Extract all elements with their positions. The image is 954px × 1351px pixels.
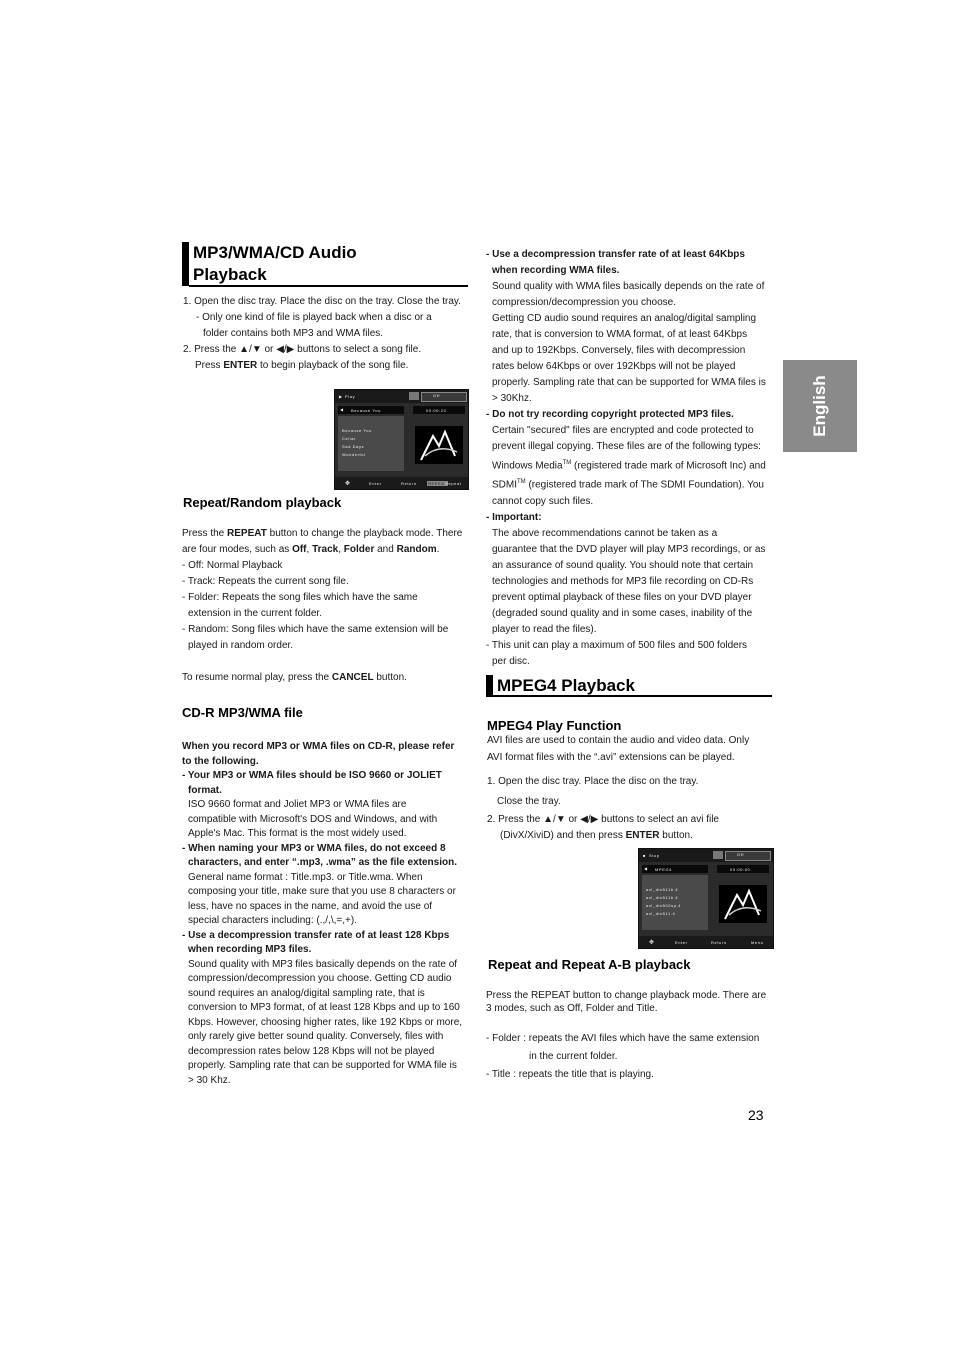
important-body: guarantee that the DVD player will play MP3 recordings, or as [492, 543, 766, 555]
repeat-ab-heading: Repeat and Repeat A-B playback [488, 957, 691, 972]
list-item[interactable]: avi_div502sp.4 [646, 903, 682, 908]
mode-item: - Off: Normal Playback [182, 560, 283, 571]
mp3-step2 [183, 342, 473, 358]
mode-box [421, 392, 467, 402]
mode-item: played in random order. [188, 640, 294, 651]
cdr-b1-title-a: - Your MP3 or WMA files should be ISO 9660 or JOLIET [182, 770, 442, 781]
repeat-mode-icon [409, 392, 419, 400]
cdr-heading: CD-R MP3/WMA file [182, 705, 303, 720]
intro2-pre: are four modes, such as [182, 544, 290, 555]
repeat-ab-intro-b: 3 modes, such as Off, Folder and Title. [486, 1003, 658, 1014]
play-icon: ▶ [339, 394, 343, 399]
repeat-random-intro2: are four modes, such as Off, Track, Folder and Random. [182, 544, 440, 555]
enter-key: ENTER [223, 360, 258, 371]
mp3-section-title [182, 242, 468, 286]
repeat-random-heading: Repeat/Random playback [183, 495, 342, 510]
screen-status: Stop [649, 853, 660, 858]
mode-item: extension in the current folder. [188, 608, 322, 619]
stop-icon: ■ [643, 853, 647, 858]
mode-random: Random [396, 544, 437, 555]
title-bar [486, 675, 493, 697]
important-body: The above recommendations cannot be taken as a [492, 527, 718, 539]
left-right-arrow-icon: ◀/▶ [276, 344, 295, 355]
cdr-b2-body: General name format : Title.mp3. or Title.wma. When [188, 871, 423, 883]
screen-top-bar [335, 390, 468, 403]
mode-item: - Track: Repeats the current song file. [182, 576, 349, 587]
enter-label: Enter [675, 940, 688, 945]
wma-body: > 30Khz. [492, 393, 532, 404]
list-item[interactable]: Sad Days [342, 444, 365, 449]
disc-icon: ◀ [644, 866, 648, 871]
mpeg4-func-heading: MPEG4 Play Function [487, 718, 622, 733]
list-item[interactable]: Cellar [342, 436, 357, 441]
title-item: - Title : repeats the title that is playing. [486, 1069, 654, 1080]
copy-sdmi-line [486, 474, 778, 493]
mpeg4-step1-b: Close the tray. [497, 796, 561, 807]
english-tab-label: English [810, 375, 829, 437]
cdr-b2-title-b: characters, and enter “.mp3, .wma” as the file extension. [188, 857, 457, 868]
cdr-b2-body: less, have no spaces in the name, and avoid the use of [188, 900, 433, 912]
preview-image [719, 885, 767, 923]
mp3-step1: 1. Open the disc tray. Place the disc on the tray. Close the tray. [183, 296, 461, 307]
important-body: prevent optimal playback of these files on your DVD player [492, 591, 752, 603]
repeat-ab-intro-a: Press the REPEAT button to change playback mode. There are [486, 990, 767, 1001]
file-list [338, 416, 404, 471]
mpeg4-title: MPEG4 Playback [497, 676, 635, 695]
cdr-body [182, 740, 477, 1088]
album-art-image [415, 426, 463, 464]
enter-key: ENTER [625, 830, 660, 841]
mpeg4-step2 [487, 812, 779, 828]
dpad-icon: ✥ [649, 940, 655, 946]
screen-bottom-bar [335, 477, 468, 489]
repeat-mode-icon [713, 851, 723, 859]
mpeg4-body [487, 732, 779, 844]
repeat-random-body [182, 526, 474, 686]
left-right-arrow-icon: ◀/▶ [580, 814, 599, 825]
func-body-a: AVI files are used to contain the audio and video data. Only [487, 735, 750, 746]
folder-item-b: in the current folder. [529, 1051, 618, 1062]
wma-body: properly. Sampling rate that can be supported for WMA files is [492, 377, 766, 388]
cdr-b3-body: properly. Sampling rate that can be supported for WMA file is [188, 1060, 457, 1071]
mode-item: - Folder: Repeats the song files which have the same [182, 592, 418, 603]
return-label: Return [401, 481, 417, 486]
mp3-step1-note-a: - Only one kind of file is played back when a disc or a [196, 312, 432, 323]
right-col-body [486, 247, 778, 670]
list-item[interactable]: avi_div511.4 [646, 911, 676, 916]
mpeg4-step2-or: or [568, 814, 578, 825]
mp3-step2-mid: buttons to select a song file. [297, 344, 422, 355]
cdr-b2-body: special characters including: (.,/,\,=,+). [188, 915, 357, 926]
resume-pre: To resume normal play, press the [182, 672, 330, 683]
screen-track: MPEG4 [655, 867, 673, 872]
cdr-b3-body: decompression rates below 128 Kbps will not be played [188, 1045, 435, 1057]
english-side-tab [783, 360, 857, 452]
dpad-icon: ✥ [345, 481, 351, 487]
important-body: technologies and methods for MP3 file recording on CD-Rs [492, 575, 754, 587]
important-title: - Important: [486, 511, 542, 523]
title-rule [189, 285, 468, 287]
limit-b: per disc. [492, 655, 530, 667]
copy-body: prevent illegal copying. These files are of the following types: [492, 441, 761, 452]
limit-a: - This unit can play a maximum of 500 files and 500 folders [486, 639, 748, 651]
mpeg4-step2-b [487, 828, 779, 844]
resume-post: button. [376, 672, 407, 683]
title-bar [182, 242, 189, 286]
mpeg4-stop-screen [638, 848, 774, 949]
cdr-b1-body: Apple's Mac. This format is the most widely used. [188, 828, 407, 839]
wma-body: rates below 64Kbps or over 192Kbps will not be played [492, 361, 736, 372]
copy-title: - Do not try recording copyright protected MP3 files. [486, 409, 734, 420]
page-number: 23 [748, 1107, 764, 1123]
mode-item: - Random: Song files which have the same extension will be [182, 624, 449, 635]
mode-box [725, 851, 771, 861]
mode-folder: Folder [343, 544, 375, 555]
mp3-step2-or: or [264, 344, 274, 355]
mode-track: Track [312, 544, 339, 555]
mp3-steps [183, 294, 473, 374]
cdr-b2-title-a: - When naming your MP3 or WMA files, do not exceed 8 [182, 842, 446, 854]
menu-label: Menu [751, 940, 764, 945]
list-item[interactable]: Wonderful [342, 452, 366, 457]
up-down-arrow-icon: ▲/▼ [543, 814, 566, 825]
cdr-b3-body: conversion to MP3 format, of at least 128 Kbps and up to 160 [188, 1002, 460, 1013]
important-body: player to read the files). [492, 623, 597, 635]
important-body: (degraded sound quality and in some cases, inability of the [492, 607, 753, 619]
cdr-b3-body: Sound quality with MP3 files basically depends on the rate of [188, 958, 458, 970]
screen-top-bar [639, 849, 773, 862]
mpeg4-step2-mid: buttons to select an avi file [601, 814, 719, 825]
folder-item-a: - Folder : repeats the AVI files which have the same extension [486, 1033, 760, 1044]
mpeg4-step2-b-post: button. [662, 830, 693, 841]
cdr-b3-title-b: when recording MP3 files. [188, 944, 312, 955]
tm-mark: TM [517, 479, 526, 486]
cdr-b1-body: compatible with Microsoft's DOS and Windows, and with [188, 813, 438, 825]
cdr-b1-body: ISO 9660 format and Joliet MP3 or WMA files are [188, 799, 407, 810]
sdmi: SDMI [492, 479, 517, 491]
mp3-title-line2: Playback [193, 265, 267, 284]
mp3-step2-pre: 2. Press the [183, 344, 237, 355]
copy-sdmi-post: (registered trade mark of The SDMI Foundation). You [525, 479, 764, 491]
repeat-random-intro [182, 526, 474, 542]
wma-body: Sound quality with WMA files basically depends on the rate of [492, 281, 765, 292]
intro-mid: button to change the playback mode. There [269, 528, 463, 539]
mpeg4-step1-a: 1. Open the disc tray. Place the disc on the tray. [487, 776, 699, 787]
mp3-step2-b [183, 358, 473, 374]
list-item[interactable]: avi_div511b.4 [646, 887, 679, 892]
cdr-intro1: When you record MP3 or WMA files on CD-R, please refer [182, 741, 455, 752]
enter-label: Enter [369, 481, 382, 486]
mp3-step2-b-pre: Press [195, 360, 221, 371]
cancel-key: CANCEL [331, 672, 374, 683]
screen-bottom-bar [639, 936, 773, 948]
wma-body: and up to 192Kbps. Conversely, files with decompression [492, 345, 746, 356]
copy-wm-line [486, 455, 778, 474]
cdr-b2-body: composing your title, make sure that you use 8 characters or [188, 886, 456, 897]
func-body-b: AVI format files with the “.avi” extensions can be played. [487, 752, 735, 763]
file-list [642, 875, 708, 930]
title-rule [493, 695, 772, 697]
resume-note [182, 670, 474, 686]
wma-body: rate, that is conversion to WMA format, of at least 64Kbps [492, 329, 748, 340]
list-item[interactable]: Because You [342, 428, 372, 433]
speaker-icon: ◀ [340, 407, 344, 412]
up-down-arrow-icon: ▲/▼ [239, 344, 262, 355]
and-word: and [377, 544, 394, 555]
cdr-b3-body: Kbps. However, choosing higher rates, like 192 Kbps or more, [188, 1016, 463, 1028]
tm-mark: TM [562, 460, 572, 466]
intro-pre: Press the [182, 528, 225, 539]
wma-body: Getting CD audio sound requires an analog/digital sampling [492, 313, 757, 324]
important-body: an assurance of sound quality. You should note that certain [492, 559, 754, 571]
repeat-label: Repeat [445, 481, 462, 486]
mpeg4-section-title [486, 675, 772, 697]
screen-mode: Off [737, 852, 745, 857]
cdr-b3-body: sound requires an analog/digital sampling rate, that is [188, 987, 425, 999]
track-box [642, 865, 708, 873]
screen-track: Because You [351, 408, 381, 413]
cdr-b3-body: compression/decompression you choose. Getting CD audio [188, 973, 452, 984]
list-item[interactable]: avi_div511b.4 [646, 895, 679, 900]
screen-mode: Off [433, 393, 441, 398]
mpeg4-step2-pre: 2. Press the [487, 814, 541, 825]
repeat-key-label: REPEAT [428, 481, 448, 486]
repeat-key: REPEAT [227, 528, 267, 539]
screen-status: Play [345, 394, 356, 399]
mp3-step2-b-post: to begin playback of the song file. [260, 360, 409, 371]
mp3-play-screen [334, 389, 469, 490]
mp3-step1-note-b: folder contains both MP3 and WMA files. [203, 328, 384, 339]
screen-time: 00:00:23 [426, 408, 447, 413]
cdr-intro2: to the following. [182, 755, 259, 767]
cdr-b3-body: > 30 Khz. [188, 1074, 231, 1086]
repeat-ab-body [486, 989, 778, 1084]
mp3-title-line1: MP3/WMA/CD Audio [193, 243, 357, 262]
copy-wm-post: (registered trade mark of Microsoft Inc) and [571, 460, 766, 472]
screen-time: 00:00:00 [730, 867, 751, 872]
cdr-b1-title-b: format. [188, 784, 222, 796]
copy-end: cannot copy such files. [492, 495, 594, 507]
cdr-b3-title-a: - Use a decompression transfer rate of at least 128 Kbps [182, 929, 450, 941]
wma-title-a: - Use a decompression transfer rate of at least 64Kbps [486, 249, 745, 260]
copy-body: Certain "secured" files are encrypted and code protected to [492, 425, 754, 436]
windows-media: Windows Media [492, 460, 563, 472]
wma-body: compression/decompression you choose. [492, 297, 676, 308]
wma-title-b: when recording WMA files. [492, 265, 620, 276]
cdr-b3-body: only rarely give better sound quality. Conversely, files with [188, 1031, 444, 1042]
mode-off: Off [292, 544, 307, 555]
mpeg4-step2-b-pre: (DivX/XiviD) and then press [500, 830, 623, 841]
return-label: Return [711, 940, 727, 945]
